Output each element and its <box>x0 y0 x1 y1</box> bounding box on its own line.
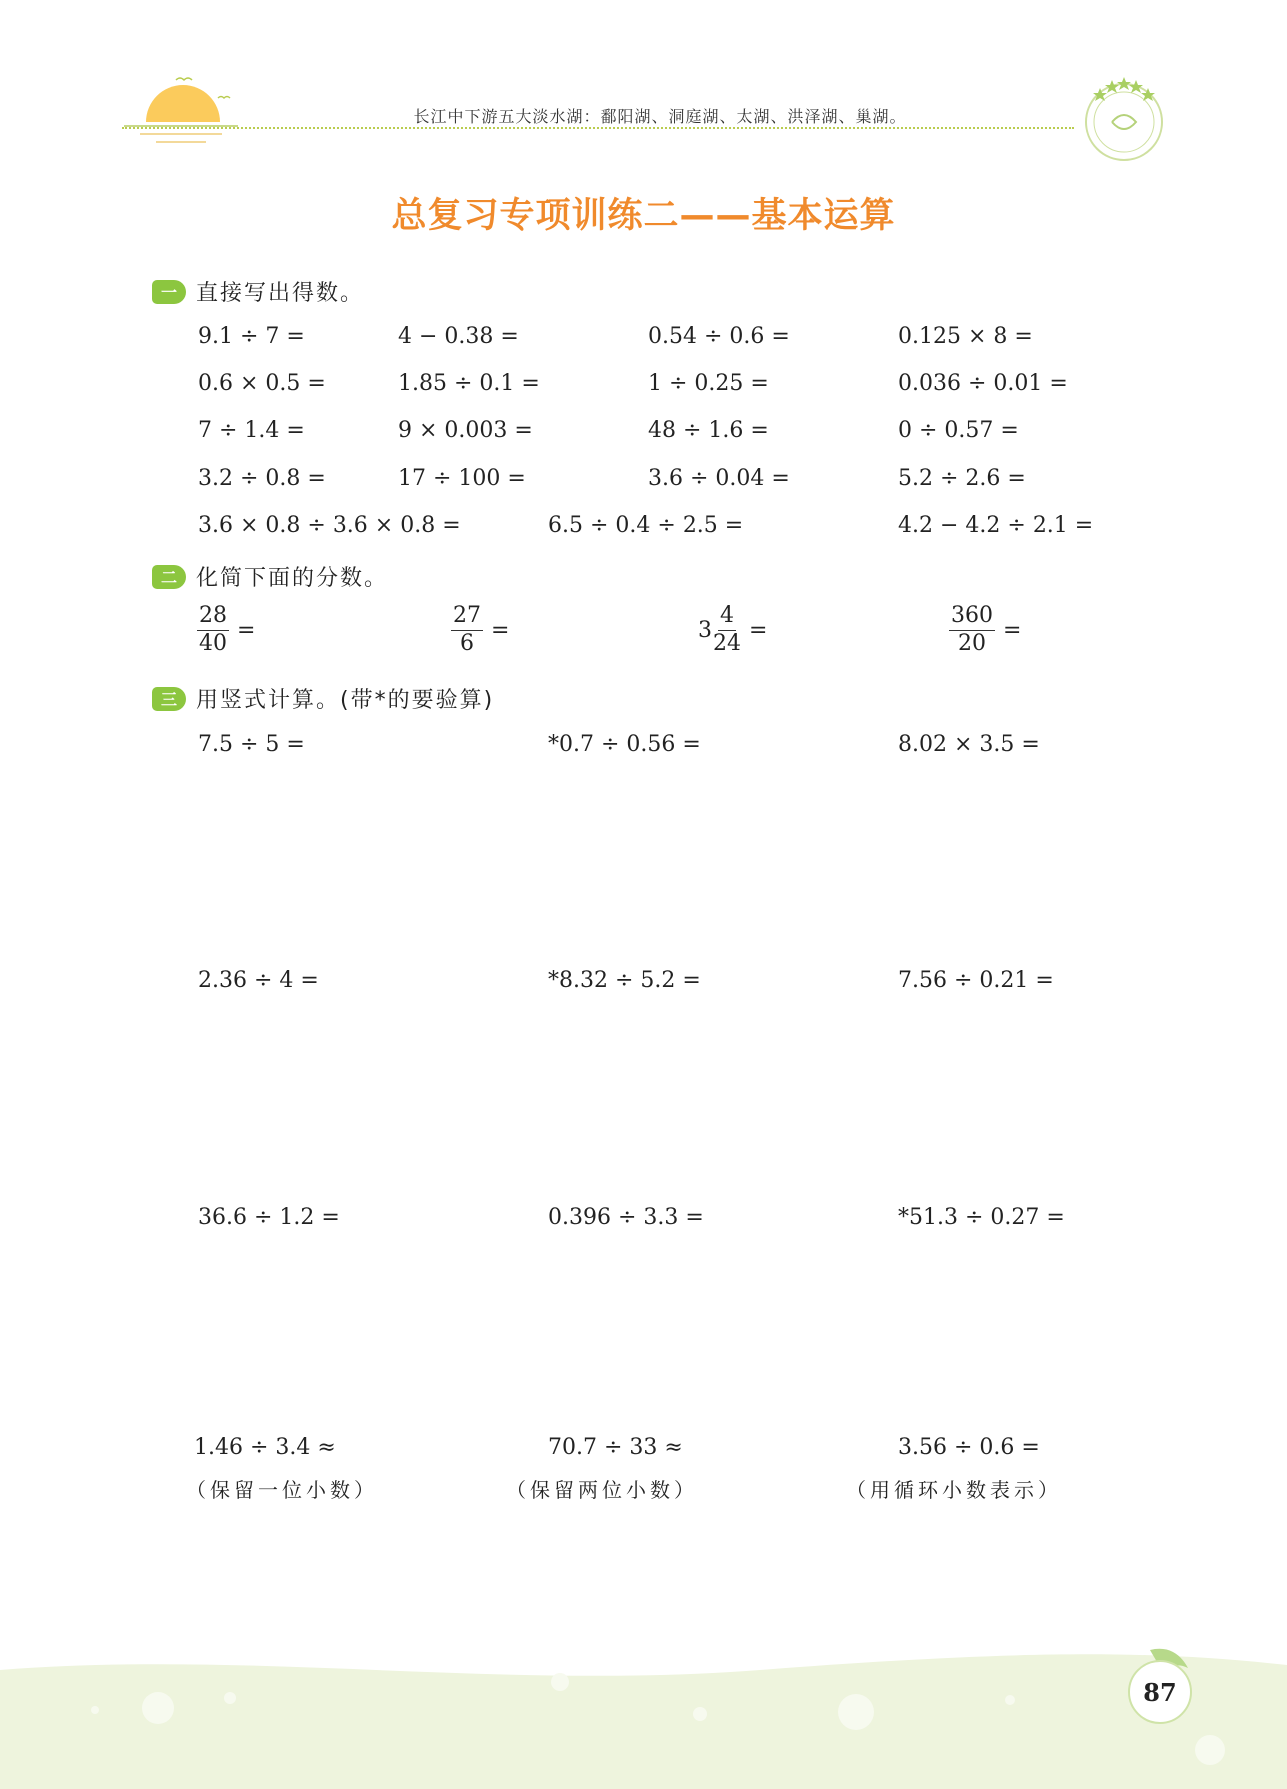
problem: *8.32 ÷ 5.2 = <box>548 968 701 993</box>
problem: 5.2 ÷ 2.6 = <box>898 466 1026 491</box>
fraction-denominator: 24 <box>713 631 741 656</box>
problem: 3.6 ÷ 0.04 = <box>648 466 790 491</box>
ground-decoration <box>0 1640 1287 1789</box>
section-label: 化简下面的分数。 <box>196 566 389 591</box>
equals-sign: = <box>237 618 256 643</box>
fraction <box>949 604 995 657</box>
problem: 7.5 ÷ 5 = <box>198 732 305 757</box>
problem: 7.56 ÷ 0.21 = <box>898 968 1054 993</box>
problem: 0.6 × 0.5 = <box>198 371 326 396</box>
fraction-denominator: 40 <box>199 631 227 656</box>
problem: 0 ÷ 0.57 = <box>898 418 1019 443</box>
problem: 9.1 ÷ 7 = <box>198 324 305 349</box>
problem: 3.6 × 0.8 ÷ 3.6 × 0.8 = <box>198 513 461 538</box>
problem: *0.7 ÷ 0.56 = <box>548 732 701 757</box>
fraction-numerator: 27 <box>451 604 483 631</box>
fraction <box>197 604 229 657</box>
fraction-problem <box>196 604 255 657</box>
fraction-problem <box>948 604 1021 657</box>
section-label: 直接写出得数。 <box>196 281 365 306</box>
fraction-problem <box>450 604 509 657</box>
section-badge: 三 <box>152 687 186 711</box>
problem: 1 ÷ 0.25 = <box>648 371 769 396</box>
fraction <box>713 604 741 657</box>
problem: 0.396 ÷ 3.3 = <box>548 1205 704 1230</box>
section-badge: 二 <box>152 565 186 589</box>
problem: 48 ÷ 1.6 = <box>648 418 769 443</box>
problem: 36.6 ÷ 1.2 = <box>198 1205 340 1230</box>
header-divider <box>122 127 1074 129</box>
problem: 8.02 × 3.5 = <box>898 732 1040 757</box>
problem: 9 × 0.003 = <box>398 418 533 443</box>
section-heading-1 <box>152 276 364 307</box>
problem: 4 − 0.38 = <box>398 324 519 349</box>
fraction-numerator: 4 <box>718 604 736 631</box>
rounding-note: （用循环小数表示） <box>846 1478 1062 1502</box>
rounding-note: （保留两位小数） <box>506 1478 698 1502</box>
problem: 0.125 × 8 = <box>898 324 1033 349</box>
problem: 0.54 ÷ 0.6 = <box>648 324 790 349</box>
problem: 4.2 − 4.2 ÷ 2.1 = <box>898 513 1094 538</box>
problem: *51.3 ÷ 0.27 = <box>898 1205 1065 1230</box>
fraction-problem <box>698 604 767 657</box>
problem: 6.5 ÷ 0.4 ÷ 2.5 = <box>548 513 744 538</box>
page-number: 87 <box>1128 1660 1192 1724</box>
equals-sign: = <box>1003 618 1022 643</box>
problem: 0.036 ÷ 0.01 = <box>898 371 1068 396</box>
section-label: 用竖式计算。(带*的要验算) <box>196 688 495 713</box>
fraction-denominator: 20 <box>958 631 986 656</box>
section-heading-2 <box>152 561 388 592</box>
page-title: 总复习专项训练二——基本运算 <box>391 196 896 236</box>
fraction-denominator: 6 <box>460 631 474 656</box>
equals-sign: = <box>491 618 510 643</box>
equals-sign: = <box>749 618 768 643</box>
fraction-numerator: 360 <box>949 604 995 631</box>
brand-seal-icon <box>1078 72 1170 164</box>
problem: 2.36 ÷ 4 = <box>198 968 319 993</box>
problem: 1.85 ÷ 0.1 = <box>398 371 540 396</box>
section-heading-3 <box>152 683 494 714</box>
problem: 3.2 ÷ 0.8 = <box>198 466 326 491</box>
problem: 17 ÷ 100 = <box>398 466 526 491</box>
rounding-note: （保留一位小数） <box>186 1478 378 1502</box>
problem: 7 ÷ 1.4 = <box>198 418 305 443</box>
fraction <box>451 604 483 657</box>
fraction-whole: 3 <box>698 618 712 643</box>
problem: 1.46 ÷ 3.4 ≈ <box>194 1435 336 1460</box>
section-badge: 一 <box>152 280 186 304</box>
problem: 3.56 ÷ 0.6 = <box>898 1435 1040 1460</box>
header-fact-text: 长江中下游五大淡水湖：鄱阳湖、洞庭湖、太湖、洪泽湖、巢湖。 <box>413 107 907 126</box>
sunrise-icon <box>120 70 240 155</box>
fraction-numerator: 28 <box>197 604 229 631</box>
problem: 70.7 ÷ 33 ≈ <box>548 1435 683 1460</box>
